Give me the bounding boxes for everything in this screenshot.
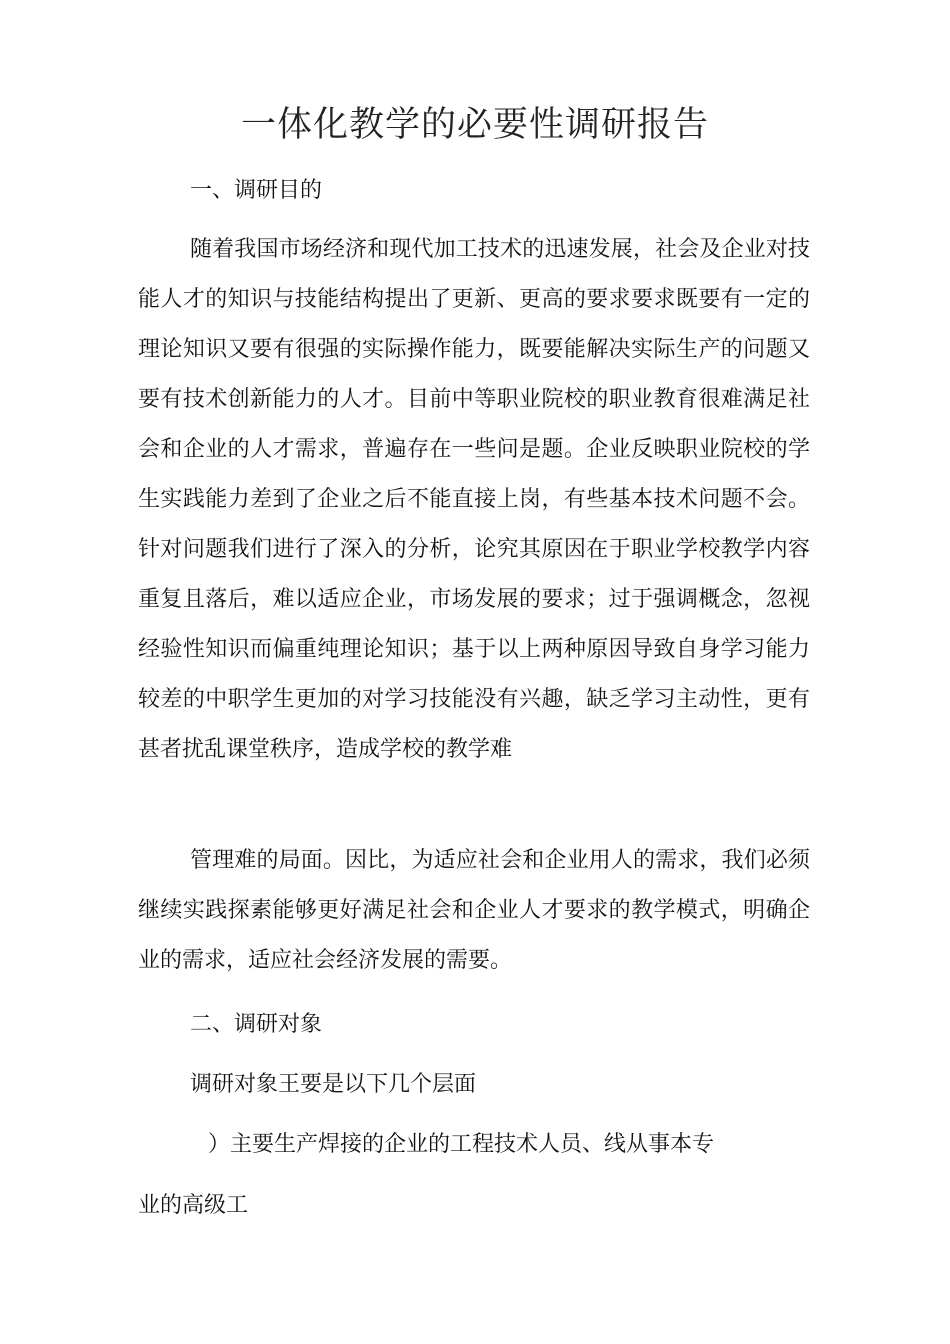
section-heading-purpose: 一、调研目的 — [190, 178, 323, 203]
subjects-item-1-line-1: ）主要生产焊接的企业的工程技术人员、线从事本专 — [208, 1132, 715, 1157]
paragraph-purpose-2: 管理难的局面。因比，为适应社会和企业用人的需求，我们必须继续实践探素能够更好满足社会和企业人才要求的教学模式，明确企业的需求，适应社会经济发展的需要。 — [138, 848, 810, 973]
subjects-item-1-line-2: 业的高级工 — [138, 1193, 249, 1218]
subjects-intro: 调研对象王要是以下几个层面 — [190, 1072, 477, 1097]
section-heading-subjects: 二、调研对象 — [190, 1012, 323, 1037]
document-title: 一体化教学的必要性调研报告 — [240, 105, 709, 145]
paragraph-purpose-1: 随着我国市场经济和现代加工技术的迅速发展，社会及企业对技能人才的知识与技能结构提出了更新、更高的要求要求既要有一定的理论知识又要有很强的实际操作能力，既要能解决实际生产的问题又要有技术创新能力的人才。目前中等职业院校的职业教育很难满足社会和企业的人才需求，普遍存在一些问是题。企业反映职业院校的学生实践能力差到了企业之后不能直接上岗，有些基本技术问题不会。针对问题我们进行了深入的分析，论究其原因在于职业学校教学内容重复且落后，难以适应企业，市场发展的要求；过于强调概念，忽视经验性知识而偏重纯理论知识；基于以上两种原因导致自身学习能力较差的中职学生更加的对学习技能没有兴趣，缺乏学习主动性，更有甚者扰乱课堂秩序，造成学校的教学难 — [138, 237, 810, 762]
